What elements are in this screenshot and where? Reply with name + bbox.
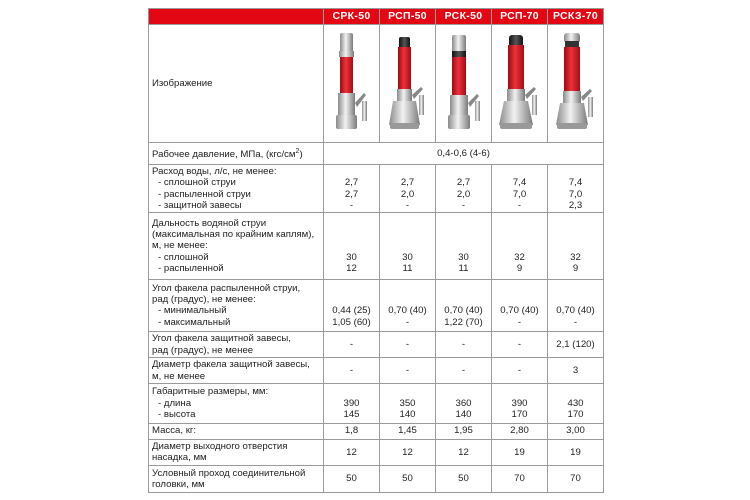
flow-sub: - сплошной струи <box>158 177 236 189</box>
mass-cell: 2,80 <box>492 423 548 439</box>
mass-cell: 1,95 <box>436 423 492 439</box>
pressure-row <box>149 142 604 164</box>
range-row <box>149 213 604 279</box>
outlet-cell: 19 <box>548 439 604 465</box>
image-row <box>149 25 604 143</box>
pressure-sup: 2 <box>295 148 300 156</box>
image-cell <box>380 25 436 143</box>
curtain-diam-cell: - <box>324 358 380 384</box>
curtain-angle-title: Угол факела защитной завесы, <box>152 333 291 345</box>
curtain-diam-title: Диаметр факела защитной завесы, <box>152 359 310 371</box>
flow-row <box>149 164 604 212</box>
column-header: РСП-70 <box>492 9 548 25</box>
column-header: РСК-50 <box>436 9 492 25</box>
range-title: Дальность водяной струи <box>152 217 267 229</box>
column-header: СРК-50 <box>324 9 380 25</box>
mass-cell: 3,00 <box>548 423 604 439</box>
nozzle-rskz-70-icon <box>552 31 600 135</box>
nozzle-srk-50-icon <box>328 31 376 135</box>
curtain-angle-cell: - <box>436 331 492 357</box>
angle-cell: 0,70 (40) - <box>548 279 604 331</box>
dims-cell: 390 145 <box>324 384 380 423</box>
outlet-cell: 12 <box>324 439 380 465</box>
range-title: (максимальная по крайним каплям), <box>152 228 315 240</box>
column-header: РСП-50 <box>380 9 436 25</box>
flow-cell: 7,4 7,0 2,3 <box>548 164 604 212</box>
pressure-close: ) <box>299 149 303 161</box>
row-label <box>149 358 324 384</box>
nozzle-rsk-50-icon <box>440 31 488 135</box>
range-cell: 32 9 <box>492 213 548 279</box>
dims-row <box>149 384 604 423</box>
outlet-row <box>149 439 604 465</box>
image-cell <box>324 25 380 143</box>
pressure-value: 0,4-0,6 (4-6) <box>324 142 604 164</box>
angle-cell: 0,70 (40) - <box>492 279 548 331</box>
curtain-angle-cell: - <box>324 331 380 357</box>
outlet-cell: 19 <box>492 439 548 465</box>
curtain-diam-row <box>149 358 604 384</box>
conn-cell: 70 <box>492 465 548 492</box>
conn-cell: 50 <box>436 465 492 492</box>
curtain-angle-cell: - <box>380 331 436 357</box>
row-label <box>149 279 324 331</box>
curtain-diam-cell: - <box>380 358 436 384</box>
range-cell: 30 11 <box>436 213 492 279</box>
row-label <box>149 164 324 212</box>
pressure-label: Рабочее давление, МПа, (кгс/см <box>152 149 296 161</box>
row-label <box>149 213 324 279</box>
dims-sub: - высота <box>158 409 196 421</box>
row-label: Изображение <box>149 25 324 143</box>
conn-cell: 50 <box>380 465 436 492</box>
curtain-angle-row <box>149 331 604 357</box>
dims-title: Габаритные размеры, мм: <box>152 386 269 398</box>
angle-title: рад (градус), не менее: <box>152 294 256 305</box>
range-sub: - распыленной <box>158 262 224 274</box>
range-sub: - сплошной <box>158 251 209 263</box>
outlet-title: насадка, мм <box>152 452 207 464</box>
angle-row <box>149 279 604 331</box>
curtain-diam-cell: 3 <box>548 358 604 384</box>
nozzle-rsp-50-icon <box>384 31 432 135</box>
connection-row <box>149 465 604 492</box>
dims-sub: - длина <box>158 397 192 409</box>
header-row <box>149 9 604 25</box>
flow-cell: 2,7 2,0 - <box>380 164 436 212</box>
curtain-angle-cell: 2,1 (120) <box>548 331 604 357</box>
curtain-diam-cell: - <box>436 358 492 384</box>
row-label <box>149 465 324 492</box>
range-cell: 30 11 <box>380 213 436 279</box>
conn-cell: 50 <box>324 465 380 492</box>
curtain-angle-cell: - <box>492 331 548 357</box>
row-label <box>149 142 324 164</box>
nozzle-rsp-70-icon <box>496 31 544 135</box>
curtain-diam-title: м, не менее <box>152 370 206 382</box>
conn-title: головки, мм <box>152 478 205 490</box>
mass-row <box>149 423 604 439</box>
conn-cell: 70 <box>548 465 604 492</box>
range-title: м, не менее: <box>152 240 208 252</box>
dims-cell: 350 140 <box>380 384 436 423</box>
range-cell: 30 12 <box>324 213 380 279</box>
image-cell <box>436 25 492 143</box>
angle-title: Угол факела распыленной струи, <box>152 282 301 294</box>
image-cell <box>492 25 548 143</box>
curtain-diam-cell: - <box>492 358 548 384</box>
flow-cell: 2,7 2,7 - <box>324 164 380 212</box>
row-label <box>149 331 324 357</box>
outlet-title: Диаметр выходного отверстия <box>152 440 288 452</box>
range-cell: 32 9 <box>548 213 604 279</box>
image-cell <box>548 25 604 143</box>
row-label <box>149 384 324 423</box>
flow-title: Расход воды, л/с, не менее: <box>152 165 277 177</box>
dims-cell: 390 170 <box>492 384 548 423</box>
flow-cell: 7,4 7,0 - <box>492 164 548 212</box>
row-label: Масса, кг: <box>149 423 324 439</box>
header-corner <box>149 9 324 25</box>
dims-cell: 430 170 <box>548 384 604 423</box>
spec-table <box>148 8 604 493</box>
flow-sub: - защитной завесы <box>158 199 242 211</box>
angle-cell: 0,44 (25) 1,05 (60) <box>324 279 380 331</box>
mass-cell: 1,45 <box>380 423 436 439</box>
column-header: РСКЗ-70 <box>548 9 604 25</box>
angle-cell: 0,70 (40) - <box>380 279 436 331</box>
angle-cell: 0,70 (40) 1,22 (70) <box>436 279 492 331</box>
conn-title: Условный проход соединительной <box>152 467 306 479</box>
dims-cell: 360 140 <box>436 384 492 423</box>
flow-sub: - распыленной струи <box>158 188 251 200</box>
mass-cell: 1,8 <box>324 423 380 439</box>
flow-cell: 2,7 2,0 - <box>436 164 492 212</box>
outlet-cell: 12 <box>436 439 492 465</box>
row-label <box>149 439 324 465</box>
curtain-angle-title: рад (градус), не менее <box>152 344 254 356</box>
outlet-cell: 12 <box>380 439 436 465</box>
angle-sub: - минимальный <box>158 305 227 317</box>
angle-sub: - максимальный <box>158 316 231 328</box>
